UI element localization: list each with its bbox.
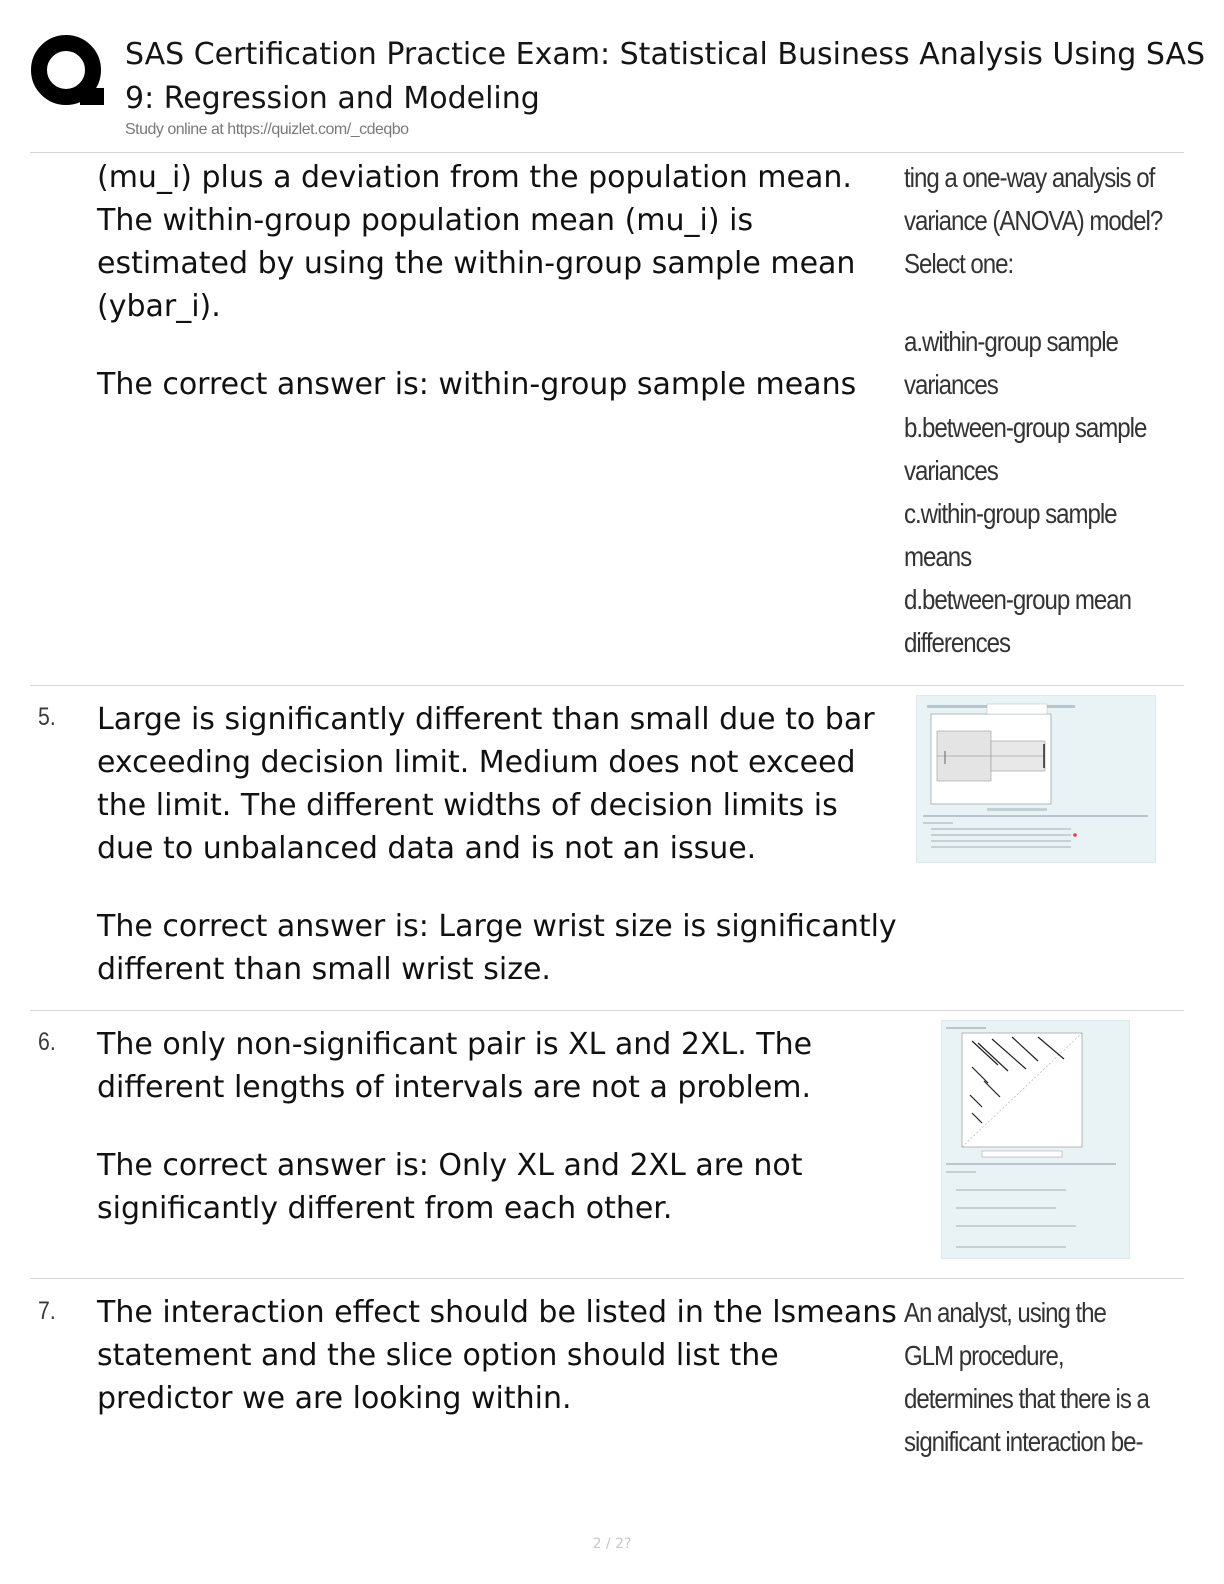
answer-explanation: Large is significantly different than small due to bar exceeding decision limit. Medium does not exceed the limit. The different widths of decision limits is due to unbalanced data and is not an issue. The correct answer is: Large wrist size is significantly different than small wrist size. <box>97 702 897 987</box>
answer-explanation: The interaction effect should be listed in the lsmeans statement and the slice option should list the predictor we are looking within. <box>97 1295 897 1416</box>
control-chart-image <box>916 695 1156 863</box>
page-header <box>0 0 1224 155</box>
answer-explanation: The only non-significant pair is XL and 2XL. The different lengths of intervals are not a problem. The correct answer is: Only XL and 2XL are not significantly different from each other. <box>97 1027 813 1226</box>
divider <box>30 685 1184 686</box>
diffogram-image <box>941 1020 1130 1259</box>
question-number: 7. <box>38 1297 56 1325</box>
option-a: a.within-group sample variances <box>904 326 1118 400</box>
divider <box>30 152 1184 153</box>
divider <box>30 1010 1184 1011</box>
divider <box>30 1278 1184 1279</box>
quizlet-logo-icon <box>30 34 106 106</box>
document-title: SAS Certification Practice Exam: Statistical Business Analysis Using SAS 9: Regression and Modeling <box>125 37 1206 116</box>
question-text: ting a one-way analysis of variance (ANOVA) model? Select one: a.within-group sample variances b.between-group sample variances c.within-group sample means d.between-group mean differences <box>904 156 1171 664</box>
study-online-link[interactable]: Study online at https://quizlet.com/_cdeqbo <box>125 121 409 138</box>
option-b: b.between-group sample variances <box>904 412 1147 486</box>
page-number: 2 / 2? <box>592 1536 632 1552</box>
option-c: c.within-group sample means <box>904 498 1117 572</box>
answer-explanation: (mu_i) plus a deviation from the population mean. The within-group population mean (mu_i) is estimated by using the within-group sample mean (ybar_i). The correct answer is: within-group sample means <box>97 160 857 402</box>
question-text: An analyst, using the GLM procedure, determines that there is a significant interaction be- <box>904 1297 1149 1457</box>
option-d: d.between-group mean differences <box>904 584 1132 658</box>
question-number: 6. <box>38 1028 56 1056</box>
question-number: 5. <box>38 703 56 731</box>
